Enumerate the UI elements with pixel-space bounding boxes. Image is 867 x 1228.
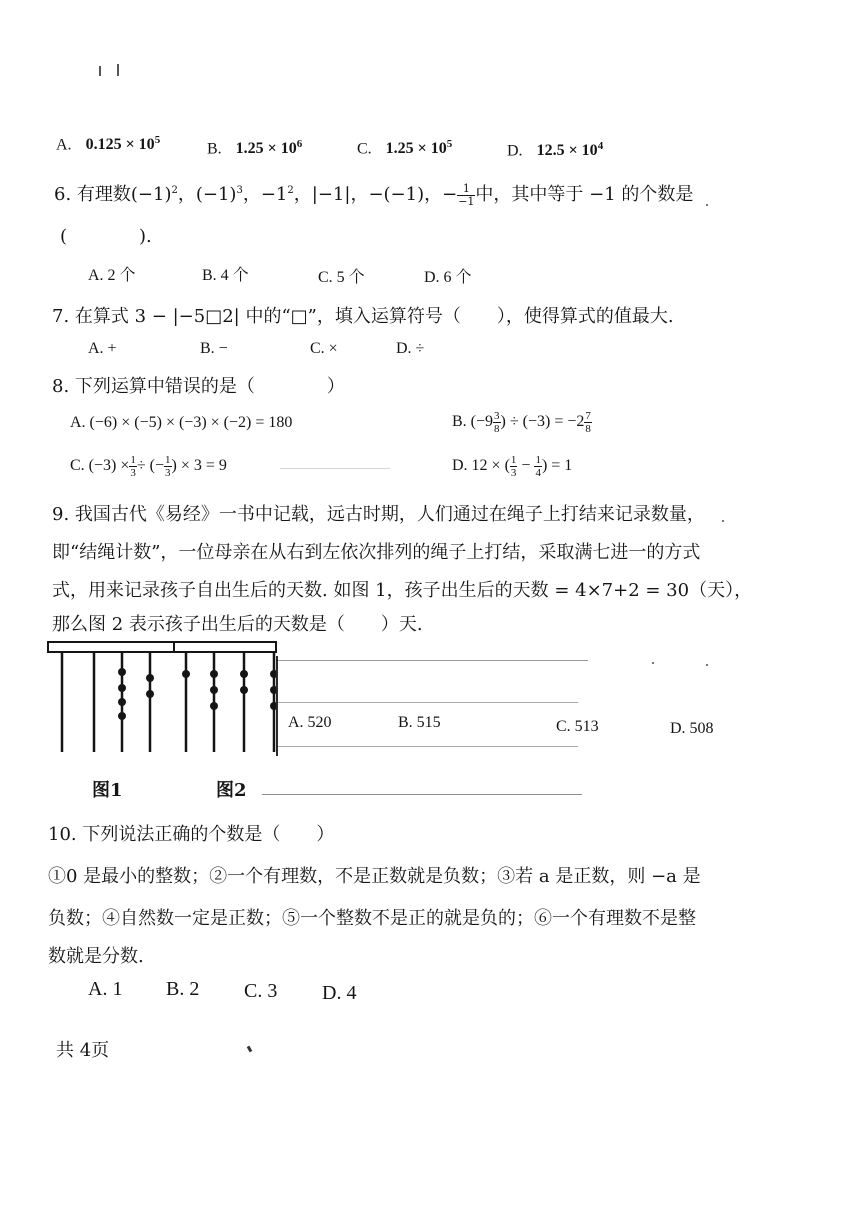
q9-option-c: C. 513: [556, 718, 599, 735]
q9-line-3: 式，用来记录孩子自出生后的天数. 如图 1，孩子出生后的天数 = 4×7+2 = 30（天），: [52, 580, 753, 601]
q5-option-c: C. $1.25 \times 10^5$: [357, 138, 453, 158]
q6-answer-paren: ( ).: [60, 226, 152, 247]
q7-option-b: B. −: [200, 340, 228, 357]
table-rule-vertical: [276, 656, 278, 756]
q10-line-3: 数就是分数.: [48, 946, 144, 967]
q10-option-b: B. 2: [166, 978, 200, 1000]
table-rule: [278, 660, 588, 661]
q6-option-d: D. 6 个: [424, 269, 472, 286]
q9-line-4: 那么图 2 表示孩子出生后的天数是（ ）天.: [52, 614, 423, 635]
fraction: $\frac{1}{3}$: [165, 454, 171, 479]
q10-option-a: A. 1: [88, 978, 123, 1000]
table-rule: [262, 794, 582, 795]
q7-stem: 7. 在算式 3 − |−5□2| 中的“□”，填入运算符号（ ），使得算式的值最大.: [52, 306, 674, 327]
q7-option-a: A. +: [88, 340, 117, 357]
q10-option-d: D. 4: [322, 982, 357, 1004]
q8-stem: 8. 下列运算中错误的是（ ）: [52, 376, 345, 397]
scan-mark: [117, 64, 119, 76]
q7-option-d: D. ÷: [396, 340, 425, 357]
q6-option-b: B. 4 个: [202, 267, 249, 284]
scan-dot: [652, 662, 654, 664]
q10-line-1: ①0 是最小的整数；②一个有理数，不是正数就是负数；③若 a 是正数，则 −a 是: [48, 866, 701, 887]
q9-option-b: B. 515: [398, 714, 441, 731]
scan-mark: [247, 1046, 253, 1053]
q10-option-c: C. 3: [244, 980, 278, 1002]
table-rule: [278, 702, 578, 703]
scan-dot: [706, 204, 708, 206]
fraction: $\frac{7}{8}$: [585, 410, 591, 435]
scan-dot: [722, 520, 724, 522]
q8-option-b: B. (−9 $\frac{3}{8}$ ) ÷ (−3) = −2 $\frac{7}{8}$: [452, 410, 591, 435]
fraction: $\frac{1}{3}$: [510, 454, 517, 479]
fraction: $\frac{1}{3}$: [130, 454, 136, 479]
q5-option-b: B. $1.25 \times 10^6$: [207, 138, 303, 158]
q6-stem: 6. 有理数$(-1)^2$，$(-1)^3$，$-1^2$，|−1|，−(−1)，− $\frac{1}{-1}$ 中，其中等于 −1 的个数是: [54, 181, 694, 208]
scan-dot: [706, 664, 708, 666]
q9-option-a: A. 520: [288, 714, 332, 731]
q8-option-c: C. (−3) × $\frac{1}{3}$ ÷ (− $\frac{1}{3}$ ) × 3 = 9: [70, 454, 227, 479]
q9-line-2: 即“结绳计数”，一位母亲在从右到左依次排列的绳子上打结，采取满七进一的方式: [52, 542, 701, 563]
q8-option-a: A. (−6) × (−5) × (−3) × (−2) = 180: [70, 414, 293, 431]
scan-smudge: [280, 468, 390, 469]
q6-option-a: A. 2 个: [88, 267, 136, 284]
figure-2-knots: [174, 642, 278, 752]
q7-option-c: C. ×: [310, 340, 338, 357]
q10-stem: 10. 下列说法正确的个数是（ ）: [48, 824, 335, 845]
q6-option-c: C. 5 个: [318, 269, 365, 286]
figure-2-caption: 图2: [216, 780, 247, 801]
page-count: 共 4页: [56, 1040, 110, 1061]
q5-option-d: D. $12.5 \times 10^4$: [507, 140, 604, 160]
q10-line-2: 负数；④自然数一定是正数；⑤一个整数不是正的就是负的；⑥一个有理数不是整: [48, 908, 696, 929]
q8-option-d: D. 12 × ( $\frac{1}{3}$ − $\frac{1}{4}$ ) = 1: [452, 454, 573, 479]
fraction: $\frac{3}{8}$: [494, 410, 500, 435]
q9-line-1: 9. 我国古代《易经》一书中记载，远古时期，人们通过在绳子上打结来记录数量，: [52, 504, 705, 525]
scan-mark: [99, 66, 101, 76]
table-rule: [278, 746, 578, 747]
q5-option-a: A. $0.125 \times 10^5$: [56, 134, 161, 154]
knot-figures: [40, 638, 300, 760]
fraction: $\frac{1}{-1}$: [458, 181, 475, 208]
figure-1-caption: 图1: [92, 780, 123, 801]
fraction: $\frac{1}{4}$: [535, 454, 541, 479]
figure-1-knots: [48, 642, 206, 752]
q9-option-d: D. 508: [670, 720, 714, 737]
